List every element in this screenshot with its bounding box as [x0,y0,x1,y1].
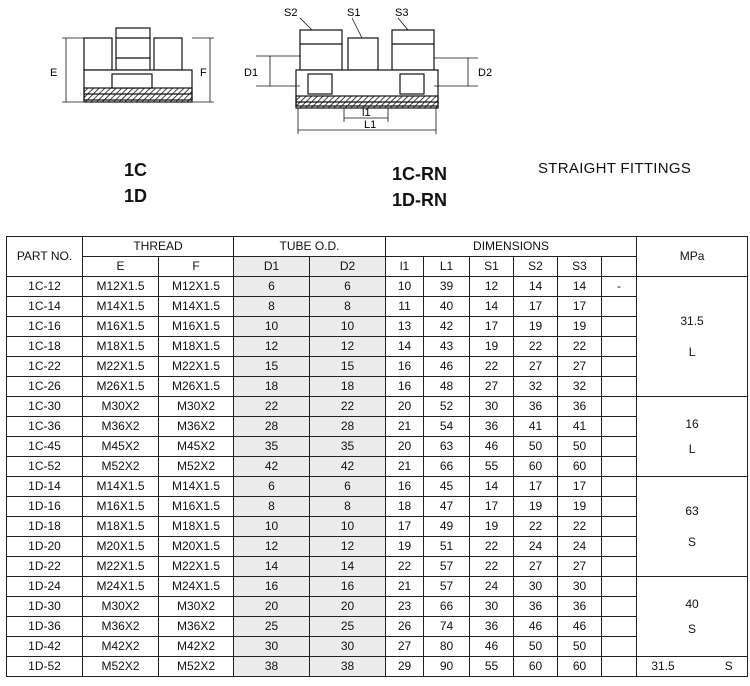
table-cell: 46 [470,637,514,657]
dim-label-S1: S1 [347,7,361,19]
table-cell: 50 [558,437,602,457]
table-cell: 17 [558,477,602,497]
dim-label-E: E [50,67,58,79]
pressure-cell [637,657,748,677]
table-cell: 1C-52 [7,457,83,477]
table-cell-blank [602,657,637,677]
table-cell: 1C-36 [7,417,83,437]
table-cell: 66 [424,597,470,617]
table-cell: 1C-45 [7,437,83,457]
table-cell: M14X1.5 [159,477,234,497]
header-part-no: PART NO. [7,237,83,277]
table-cell: 20 [310,597,386,617]
table-cell: 27 [470,377,514,397]
table-cell: 11 [386,297,424,317]
table-cell: 12 [234,337,310,357]
model-label-1d-rn: 1D-RN [392,190,448,210]
table-cell: 45 [424,477,470,497]
table-cell: 14 [470,297,514,317]
table-cell: 63 [424,437,470,457]
table-cell: 14 [310,557,386,577]
table-cell: 1C-22 [7,357,83,377]
table-cell: 19 [514,497,558,517]
table-cell: 30 [234,637,310,657]
table-cell: M26X1.5 [83,377,159,397]
table-cell: 6 [310,477,386,497]
header-f: F [159,257,234,277]
table-cell: 19 [558,497,602,517]
header-mpa: MPa [637,237,748,277]
table-cell-blank [602,317,637,337]
table-cell: 52 [424,397,470,417]
header-e: E [83,257,159,277]
table-cell: 19 [514,317,558,337]
pressure-cell [637,397,748,477]
table-cell: M22X1.5 [159,357,234,377]
table-cell: 28 [310,417,386,437]
table-cell: 12 [310,537,386,557]
table-row [7,277,748,297]
table-cell: 1C-14 [7,297,83,317]
table-cell: 55 [470,457,514,477]
header-d1: D1 [234,257,310,277]
table-cell-blank: - [602,277,637,297]
dim-label-F: F [200,67,207,79]
table-cell-blank [602,477,637,497]
table-cell: M16X1.5 [159,497,234,517]
table-cell: 32 [558,377,602,397]
table-cell: 74 [424,617,470,637]
table-cell-blank [602,497,637,517]
dim-label-l1: l1 [362,107,371,119]
table-cell-blank [602,637,637,657]
table-cell: 24 [558,537,602,557]
table-row [7,577,748,597]
table-cell-blank [602,397,637,417]
pressure-series: S [688,621,697,636]
pressure-series: S [688,534,697,549]
table-cell: 1D-24 [7,577,83,597]
table-cell: 10 [386,277,424,297]
table-cell: 30 [470,597,514,617]
table-cell: 14 [234,557,310,577]
table-cell: M30X2 [83,597,159,617]
table-cell-blank [602,337,637,357]
table-cell: 66 [424,457,470,477]
pressure-series: L [688,344,696,359]
table-cell: 13 [386,317,424,337]
table-cell: M12X1.5 [83,277,159,297]
table-row [7,477,748,497]
table-cell: 21 [386,577,424,597]
table-cell: 17 [514,297,558,317]
table-cell: M45X2 [83,437,159,457]
table-row [7,557,748,577]
table-cell-blank [602,457,637,477]
table-cell: 55 [470,657,514,677]
table-cell: 24 [514,537,558,557]
fittings-drawing [0,0,750,150]
table-row [7,517,748,537]
table-cell: 22 [234,397,310,417]
table-row [7,357,748,377]
table-cell: 10 [234,317,310,337]
table-cell: 10 [310,517,386,537]
table-cell: 15 [310,357,386,377]
table-cell-blank [602,537,637,557]
table-cell: M16X1.5 [83,497,159,517]
dim-label-D2: D2 [478,67,493,79]
table-cell: 14 [386,337,424,357]
table-cell: 17 [514,477,558,497]
table-cell: 8 [310,497,386,517]
table-cell: M14X1.5 [159,297,234,317]
table-cell: 36 [558,397,602,417]
table-cell: 14 [558,277,602,297]
table-cell: 1D-52 [7,657,83,677]
table-cell: 46 [470,437,514,457]
table-cell: 32 [514,377,558,397]
table-cell: 27 [514,357,558,377]
table-cell: M30X2 [83,397,159,417]
table-cell: M16X1.5 [83,317,159,337]
table-cell: M22X1.5 [159,557,234,577]
dim-label-L1: L1 [364,119,377,131]
table-cell: 22 [470,557,514,577]
table-cell: 1D-30 [7,597,83,617]
table-cell: 1C-26 [7,377,83,397]
table-cell: M18X1.5 [83,517,159,537]
table-cell: 30 [310,637,386,657]
table-cell-blank [602,377,637,397]
model-label-1d: 1D [124,186,148,206]
table-cell: 60 [558,457,602,477]
table-cell: 16 [386,377,424,397]
table-cell: 1D-18 [7,517,83,537]
table-cell: 36 [470,617,514,637]
table-cell: 14 [514,277,558,297]
table-cell: 43 [424,337,470,357]
table-row [7,337,748,357]
table-cell-blank [602,417,637,437]
pressure-series: S [724,659,733,673]
table-cell: 1D-22 [7,557,83,577]
table-cell: 14 [470,477,514,497]
table-cell: 22 [470,357,514,377]
table-cell: M36X2 [159,417,234,437]
table-cell: 1D-16 [7,497,83,517]
pressure-cell [637,477,748,577]
table-cell: 1D-20 [7,537,83,557]
table-cell: 36 [514,397,558,417]
pressure-value: 16 [685,416,699,431]
table-cell: 49 [424,517,470,537]
table-cell: 18 [234,377,310,397]
table-cell: M42X2 [159,637,234,657]
table-cell: 28 [234,417,310,437]
table-cell: 1C-18 [7,337,83,357]
table-cell: 19 [470,517,514,537]
table-cell: 50 [514,637,558,657]
pressure-value: 31.5 [680,313,704,328]
table-row [7,637,748,657]
table-cell: 47 [424,497,470,517]
pressure-value: 63 [685,503,699,518]
table-cell: 1D-42 [7,637,83,657]
table-cell: M14X1.5 [83,297,159,317]
header-dimensions: DIMENSIONS [386,237,637,257]
table-cell: 35 [310,437,386,457]
table-cell: 38 [234,657,310,677]
table-cell: 22 [514,517,558,537]
header-s3: S3 [558,257,602,277]
table-row [7,457,748,477]
table-cell: M52X2 [83,457,159,477]
table-cell-blank [602,297,637,317]
table-row [7,537,748,557]
table-cell: M42X2 [83,637,159,657]
table-cell: 1C-16 [7,317,83,337]
straight-fitting-drawing [62,28,214,102]
table-cell: 60 [558,657,602,677]
table-cell: 15 [234,357,310,377]
table-cell: 21 [386,457,424,477]
specification-table [6,236,748,677]
table-cell: M18X1.5 [159,337,234,357]
table-cell: 20 [386,397,424,417]
dim-label-S2: S2 [284,7,298,19]
table-cell: 1C-30 [7,397,83,417]
table-cell: 80 [424,637,470,657]
table-cell: M18X1.5 [159,517,234,537]
header-l1-small: l1 [386,257,424,277]
table-cell: 41 [558,417,602,437]
table-cell: 54 [424,417,470,437]
table-cell: 1D-36 [7,617,83,637]
table-cell: 10 [234,517,310,537]
table-cell: 39 [424,277,470,297]
table-cell: 16 [234,577,310,597]
table-cell: 19 [470,337,514,357]
pressure-series: L [688,441,696,456]
table-cell: M45X2 [159,437,234,457]
table-cell: 60 [514,457,558,477]
table-cell: 8 [234,297,310,317]
table-cell: 42 [310,457,386,477]
table-cell: M52X2 [159,657,234,677]
model-label-1c-rn: 1C-RN [392,164,448,184]
table-cell: 27 [514,557,558,577]
table-cell: 25 [310,617,386,637]
table-cell: M20X1.5 [83,537,159,557]
table-cell: 1C-12 [7,277,83,297]
table-cell: 51 [424,537,470,557]
table-cell: 21 [386,417,424,437]
table-cell: M36X2 [83,617,159,637]
dim-label-D1: D1 [244,67,259,79]
table-row [7,297,748,317]
table-cell: 19 [558,317,602,337]
table-row [7,657,748,677]
table-cell: 40 [424,297,470,317]
table-cell: 30 [514,577,558,597]
table-cell: M52X2 [83,657,159,677]
table-cell: 22 [514,337,558,357]
table-cell: 38 [310,657,386,677]
table-cell: 50 [514,437,558,457]
table-cell: 46 [558,617,602,637]
table-cell: 16 [386,357,424,377]
table-cell: 20 [234,597,310,617]
table-cell: 18 [310,377,386,397]
table-cell: 8 [310,297,386,317]
table-cell: 1D-14 [7,477,83,497]
table-cell: 17 [470,497,514,517]
table-cell: M52X2 [159,457,234,477]
table-cell-blank [602,577,637,597]
table-row [7,437,748,457]
table-cell: M30X2 [159,397,234,417]
table-cell: 57 [424,577,470,597]
table-cell: 8 [234,497,310,517]
table-cell: 6 [234,277,310,297]
table-cell: 27 [558,557,602,577]
table-cell: 22 [558,517,602,537]
header-tube-od: TUBE O.D. [234,237,386,257]
table-cell: 41 [514,417,558,437]
table-cell-blank [602,437,637,457]
table-cell: 36 [470,417,514,437]
table-cell: M24X1.5 [83,577,159,597]
table-cell: 20 [386,437,424,457]
table-cell: 42 [234,457,310,477]
header-s2: S2 [514,257,558,277]
table-cell: 6 [234,477,310,497]
table-cell: M22X1.5 [83,557,159,577]
pressure-cell [637,577,748,657]
table-cell: 36 [558,597,602,617]
table-cell: 10 [310,317,386,337]
table-cell: M24X1.5 [159,577,234,597]
header-s1: S1 [470,257,514,277]
table-cell: 19 [386,537,424,557]
table-cell-blank [602,357,637,377]
table-cell: 46 [514,617,558,637]
table-cell: M36X2 [83,417,159,437]
table-cell: 50 [558,637,602,657]
model-label-1c: 1C [124,160,148,180]
table-cell: M22X1.5 [83,357,159,377]
table-cell-blank [602,617,637,637]
table-cell: 16 [386,477,424,497]
pressure-cell [637,277,748,397]
table-cell-blank [602,597,637,617]
table-cell: 30 [470,397,514,417]
table-cell: 12 [470,277,514,297]
table-cell: M12X1.5 [159,277,234,297]
table-cell: 6 [310,277,386,297]
pressure-value: 40 [685,596,699,611]
table-cell: M36X2 [159,617,234,637]
table-cell: 90 [424,657,470,677]
table-cell: M18X1.5 [83,337,159,357]
table-cell: 42 [424,317,470,337]
table-cell: 36 [514,597,558,617]
header-thread: THREAD [83,237,234,257]
dim-label-S3: S3 [395,7,409,19]
table-cell: 35 [234,437,310,457]
table-cell: 27 [386,637,424,657]
table-cell: 17 [470,317,514,337]
table-cell: M26X1.5 [159,377,234,397]
table-cell: 25 [234,617,310,637]
page-title: STRAIGHT FITTINGS [538,160,692,177]
table-cell: 46 [424,357,470,377]
table-cell-blank [602,557,637,577]
header-l1: L1 [424,257,470,277]
table-cell: 18 [386,497,424,517]
table-cell: 23 [386,597,424,617]
table-cell: 12 [234,537,310,557]
table-cell: 30 [558,577,602,597]
table-cell: 12 [310,337,386,357]
table-cell: 27 [558,357,602,377]
table-cell: 60 [514,657,558,677]
table-cell: 22 [310,397,386,417]
table-cell: 22 [558,337,602,357]
table-row [7,317,748,337]
table-row [7,417,748,437]
table-cell: M14X1.5 [83,477,159,497]
header-d2: D2 [310,257,386,277]
table-cell: M20X1.5 [159,537,234,557]
table-cell: 22 [470,537,514,557]
table-cell: 24 [470,577,514,597]
table-row [7,597,748,617]
table-cell: 57 [424,557,470,577]
table-cell: 16 [310,577,386,597]
table-cell: 29 [386,657,424,677]
table-cell: M30X2 [159,597,234,617]
table-row [7,617,748,637]
table-cell: 48 [424,377,470,397]
table-cell: 17 [386,517,424,537]
pressure-value: 31.5 [651,659,675,673]
table-row [7,397,748,417]
table-row [7,377,748,397]
table-cell: 17 [558,297,602,317]
header-blank [602,257,637,277]
table-cell: 22 [386,557,424,577]
table-cell-blank [602,517,637,537]
table-row [7,497,748,517]
table-cell: 26 [386,617,424,637]
table-cell: M16X1.5 [159,317,234,337]
